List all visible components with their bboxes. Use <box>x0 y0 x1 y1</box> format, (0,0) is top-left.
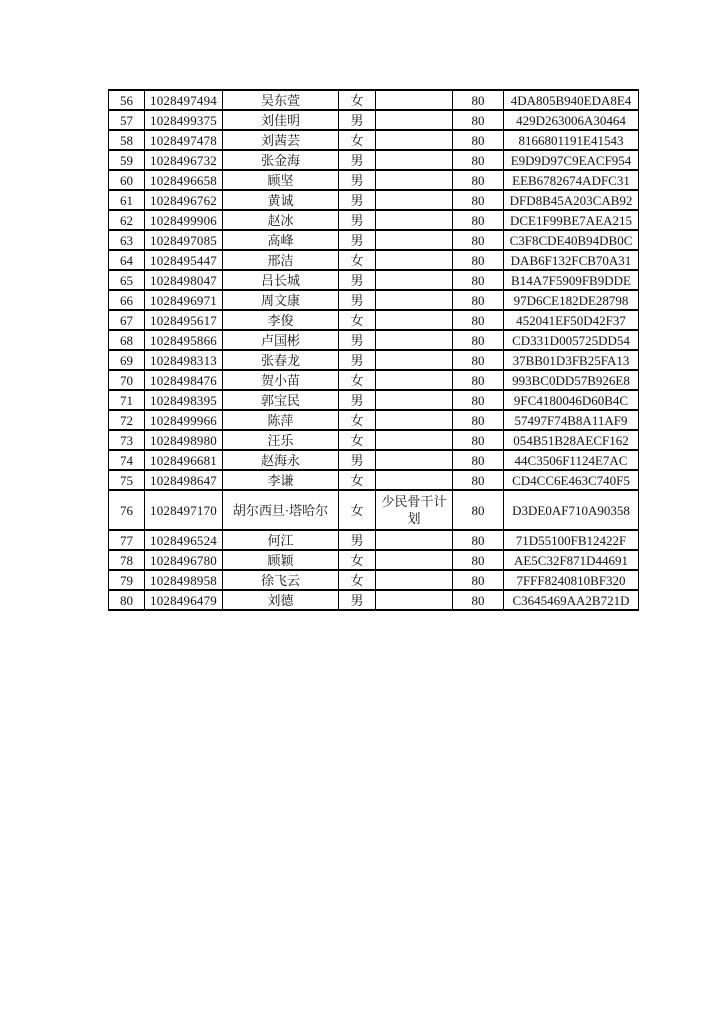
cell-row-number: 74 <box>109 450 145 470</box>
cell-row-number: 72 <box>109 410 145 430</box>
cell-name: 张春龙 <box>223 350 339 370</box>
cell-plan <box>376 370 453 390</box>
cell-code: 452041EF50D42F37 <box>504 310 639 330</box>
cell-gender: 女 <box>339 550 376 570</box>
cell-student-id: 1028496524 <box>145 530 223 550</box>
table-row <box>109 130 639 150</box>
cell-row-number: 79 <box>109 570 145 590</box>
cell-row-number: 58 <box>109 130 145 150</box>
cell-student-id: 1028498647 <box>145 470 223 490</box>
cell-name: 高峰 <box>223 230 339 250</box>
cell-name: 徐飞云 <box>223 570 339 590</box>
table-row <box>109 270 639 290</box>
cell-score: 80 <box>453 450 504 470</box>
cell-plan <box>376 250 453 270</box>
cell-score: 80 <box>453 210 504 230</box>
cell-plan <box>376 110 453 130</box>
cell-name: 顾坚 <box>223 170 339 190</box>
cell-row-number: 62 <box>109 210 145 230</box>
cell-plan <box>376 410 453 430</box>
cell-gender: 男 <box>339 210 376 230</box>
cell-score: 80 <box>453 330 504 350</box>
cell-student-id: 1028496971 <box>145 290 223 310</box>
cell-code: CD4CC6E463C740F5 <box>504 470 639 490</box>
cell-student-id: 1028495447 <box>145 250 223 270</box>
cell-code: 44C3506F1124E7AC <box>504 450 639 470</box>
cell-row-number: 77 <box>109 530 145 550</box>
cell-gender: 女 <box>339 370 376 390</box>
cell-code: 9FC4180046D60B4C <box>504 390 639 410</box>
cell-score: 80 <box>453 230 504 250</box>
cell-code: 71D55100FB12422F <box>504 530 639 550</box>
table-row <box>109 490 639 530</box>
cell-gender: 男 <box>339 530 376 550</box>
table-row <box>109 590 639 610</box>
table-row <box>109 450 639 470</box>
cell-score: 80 <box>453 310 504 330</box>
table-row <box>109 410 639 430</box>
table-row <box>109 250 639 270</box>
cell-score: 80 <box>453 370 504 390</box>
cell-student-id: 1028498958 <box>145 570 223 590</box>
cell-row-number: 76 <box>109 490 145 530</box>
cell-gender: 男 <box>339 110 376 130</box>
cell-plan <box>376 150 453 170</box>
cell-row-number: 73 <box>109 430 145 450</box>
cell-code: C3645469AA2B721D <box>504 590 639 610</box>
cell-student-id: 1028496780 <box>145 550 223 570</box>
cell-row-number: 68 <box>109 330 145 350</box>
cell-score: 80 <box>453 290 504 310</box>
cell-name: 邢洁 <box>223 250 339 270</box>
cell-code: D3DE0AF710A90358 <box>504 490 639 530</box>
table-row <box>109 350 639 370</box>
cell-gender: 男 <box>339 190 376 210</box>
cell-gender: 女 <box>339 410 376 430</box>
cell-name: 刘佳明 <box>223 110 339 130</box>
cell-name: 卢国彬 <box>223 330 339 350</box>
cell-score: 80 <box>453 430 504 450</box>
cell-plan <box>376 390 453 410</box>
cell-code: B14A7F5909FB9DDE <box>504 270 639 290</box>
cell-name: 吕长城 <box>223 270 339 290</box>
cell-row-number: 57 <box>109 110 145 130</box>
cell-row-number: 66 <box>109 290 145 310</box>
cell-gender: 男 <box>339 590 376 610</box>
cell-score: 80 <box>453 130 504 150</box>
cell-code: 993BC0DD57B926E8 <box>504 370 639 390</box>
cell-row-number: 61 <box>109 190 145 210</box>
cell-student-id: 1028499966 <box>145 410 223 430</box>
cell-code: 8166801191E41543 <box>504 130 639 150</box>
cell-gender: 女 <box>339 430 376 450</box>
cell-row-number: 80 <box>109 590 145 610</box>
cell-code: 97D6CE182DE28798 <box>504 290 639 310</box>
cell-gender: 男 <box>339 230 376 250</box>
cell-gender: 男 <box>339 170 376 190</box>
cell-gender: 男 <box>339 350 376 370</box>
cell-name: 吴东萱 <box>223 90 339 110</box>
cell-student-id: 1028495866 <box>145 330 223 350</box>
cell-name: 赵海永 <box>223 450 339 470</box>
cell-name: 刘茜芸 <box>223 130 339 150</box>
cell-score: 80 <box>453 350 504 370</box>
cell-gender: 女 <box>339 490 376 530</box>
cell-student-id: 1028498313 <box>145 350 223 370</box>
cell-gender: 女 <box>339 470 376 490</box>
cell-gender: 男 <box>339 270 376 290</box>
table-row <box>109 570 639 590</box>
cell-name: 贺小苗 <box>223 370 339 390</box>
cell-row-number: 75 <box>109 470 145 490</box>
cell-code: C3F8CDE40B94DB0C <box>504 230 639 250</box>
table-row <box>109 230 639 250</box>
cell-gender: 女 <box>339 570 376 590</box>
cell-row-number: 67 <box>109 310 145 330</box>
cell-score: 80 <box>453 490 504 530</box>
table-row <box>109 210 639 230</box>
cell-gender: 女 <box>339 90 376 110</box>
cell-gender: 男 <box>339 330 376 350</box>
cell-student-id: 1028496479 <box>145 590 223 610</box>
cell-student-id: 1028498047 <box>145 270 223 290</box>
cell-student-id: 1028497478 <box>145 130 223 150</box>
cell-plan <box>376 530 453 550</box>
cell-gender: 女 <box>339 130 376 150</box>
cell-code: DFD8B45A203CAB92 <box>504 190 639 210</box>
cell-plan: 少民骨干计划 <box>376 490 453 530</box>
cell-student-id: 1028498395 <box>145 390 223 410</box>
table-row <box>109 170 639 190</box>
cell-plan <box>376 190 453 210</box>
cell-name: 郭宝民 <box>223 390 339 410</box>
cell-plan <box>376 330 453 350</box>
cell-plan <box>376 270 453 290</box>
cell-score: 80 <box>453 590 504 610</box>
cell-plan <box>376 350 453 370</box>
cell-score: 80 <box>453 90 504 110</box>
table-row <box>109 390 639 410</box>
cell-code: AE5C32F871D44691 <box>504 550 639 570</box>
table-row <box>109 330 639 350</box>
cell-row-number: 71 <box>109 390 145 410</box>
cell-code: 429D263006A30464 <box>504 110 639 130</box>
cell-code: 054B51B28AECF162 <box>504 430 639 450</box>
cell-row-number: 78 <box>109 550 145 570</box>
cell-student-id: 1028497170 <box>145 490 223 530</box>
cell-plan <box>376 210 453 230</box>
cell-code: DAB6F132FCB70A31 <box>504 250 639 270</box>
cell-score: 80 <box>453 270 504 290</box>
table-row <box>109 190 639 210</box>
cell-code: DCE1F99BE7AEA215 <box>504 210 639 230</box>
cell-student-id: 1028498476 <box>145 370 223 390</box>
cell-name: 赵冰 <box>223 210 339 230</box>
cell-plan <box>376 430 453 450</box>
table-row <box>109 370 639 390</box>
cell-student-id: 1028497494 <box>145 90 223 110</box>
cell-name: 黄诚 <box>223 190 339 210</box>
cell-name: 胡尔西旦·塔哈尔 <box>223 490 339 530</box>
cell-row-number: 63 <box>109 230 145 250</box>
cell-plan <box>376 290 453 310</box>
cell-row-number: 64 <box>109 250 145 270</box>
cell-score: 80 <box>453 190 504 210</box>
cell-score: 80 <box>453 530 504 550</box>
cell-plan <box>376 130 453 150</box>
cell-gender: 男 <box>339 290 376 310</box>
table-row <box>109 310 639 330</box>
cell-code: EEB6782674ADFC31 <box>504 170 639 190</box>
cell-name: 刘德 <box>223 590 339 610</box>
table-row <box>109 470 639 490</box>
cell-score: 80 <box>453 570 504 590</box>
cell-student-id: 1028496762 <box>145 190 223 210</box>
table-row <box>109 290 639 310</box>
cell-code: 7FFF8240810BF320 <box>504 570 639 590</box>
cell-row-number: 59 <box>109 150 145 170</box>
cell-gender: 女 <box>339 310 376 330</box>
table-row <box>109 90 639 110</box>
records-table <box>108 89 639 611</box>
table-row <box>109 430 639 450</box>
cell-student-id: 1028497085 <box>145 230 223 250</box>
cell-student-id: 1028496732 <box>145 150 223 170</box>
cell-student-id: 1028499375 <box>145 110 223 130</box>
cell-gender: 男 <box>339 450 376 470</box>
cell-name: 张金海 <box>223 150 339 170</box>
cell-row-number: 69 <box>109 350 145 370</box>
cell-plan <box>376 450 453 470</box>
cell-code: CD331D005725DD54 <box>504 330 639 350</box>
cell-name: 李谦 <box>223 470 339 490</box>
cell-score: 80 <box>453 470 504 490</box>
cell-row-number: 70 <box>109 370 145 390</box>
cell-plan <box>376 570 453 590</box>
cell-student-id: 1028496658 <box>145 170 223 190</box>
cell-name: 何江 <box>223 530 339 550</box>
cell-plan <box>376 590 453 610</box>
cell-gender: 男 <box>339 150 376 170</box>
cell-row-number: 56 <box>109 90 145 110</box>
cell-score: 80 <box>453 170 504 190</box>
table-row <box>109 550 639 570</box>
cell-plan <box>376 90 453 110</box>
table-row <box>109 530 639 550</box>
cell-student-id: 1028498980 <box>145 430 223 450</box>
cell-score: 80 <box>453 550 504 570</box>
cell-row-number: 60 <box>109 170 145 190</box>
cell-code: 4DA805B940EDA8E4 <box>504 90 639 110</box>
cell-score: 80 <box>453 150 504 170</box>
cell-score: 80 <box>453 390 504 410</box>
cell-score: 80 <box>453 250 504 270</box>
cell-name: 陈萍 <box>223 410 339 430</box>
cell-code: 57497F74B8A11AF9 <box>504 410 639 430</box>
cell-name: 汪乐 <box>223 430 339 450</box>
cell-gender: 女 <box>339 250 376 270</box>
cell-score: 80 <box>453 410 504 430</box>
cell-name: 周文康 <box>223 290 339 310</box>
cell-name: 顾颖 <box>223 550 339 570</box>
table-row <box>109 110 639 130</box>
cell-student-id: 1028499906 <box>145 210 223 230</box>
cell-plan <box>376 170 453 190</box>
cell-name: 李俊 <box>223 310 339 330</box>
cell-plan <box>376 230 453 250</box>
cell-plan <box>376 470 453 490</box>
cell-plan <box>376 550 453 570</box>
cell-score: 80 <box>453 110 504 130</box>
cell-code: E9D9D97C9EACF954 <box>504 150 639 170</box>
cell-plan <box>376 310 453 330</box>
cell-student-id: 1028496681 <box>145 450 223 470</box>
cell-gender: 男 <box>339 390 376 410</box>
cell-student-id: 1028495617 <box>145 310 223 330</box>
table-row <box>109 150 639 170</box>
cell-row-number: 65 <box>109 270 145 290</box>
cell-code: 37BB01D3FB25FA13 <box>504 350 639 370</box>
